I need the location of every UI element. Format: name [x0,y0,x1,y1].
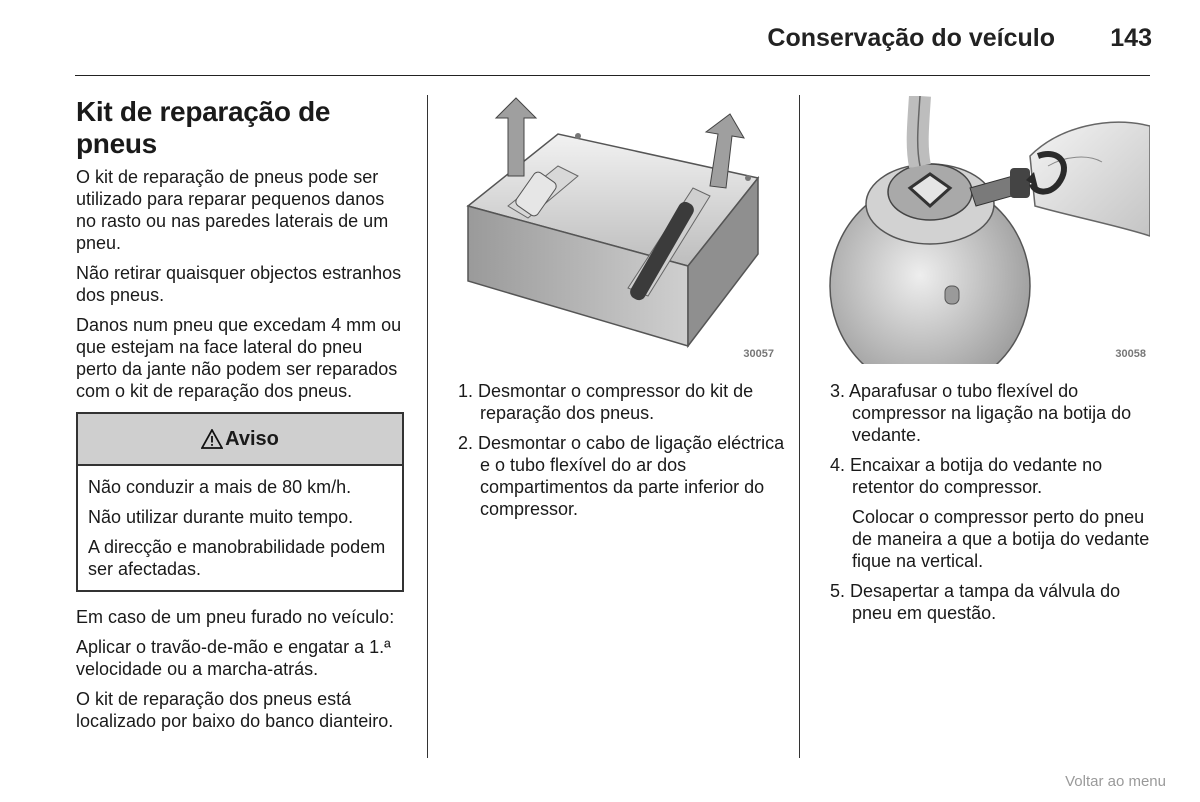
paragraph: Não retirar quaisquer objectos estranhos dos pneus. [76,263,402,305]
warning-body [78,466,402,590]
paragraph: O kit de reparação de pneus pode ser utilizado para reparar pequenos danos no rasto ou nas paredes laterais de um pneu. [76,167,389,253]
column-divider-2 [799,95,800,758]
running-header-title: Conservação do veículo [767,24,1055,52]
paragraph: Em caso de um pneu furado no veículo: [76,607,395,627]
paragraph: Aplicar o travão-de-mão e engatar a 1.ª velocidade ou a marcha-atrás. [76,637,391,679]
section-title: Kit de reparação de pneus [76,96,331,159]
header-rule [75,75,1150,76]
warning-line: A direcção e manobrabilidade podem ser afectadas. [88,537,386,579]
column-divider-1 [427,95,428,758]
compressor-box-illustration [448,96,778,364]
figure-sealant-bottle [820,96,1150,364]
steps-list-col2 [458,380,788,528]
column-1 [76,96,408,740]
paragraph: Danos num pneu que excedam 4 mm ou que estejam na face lateral do pneu perto da jante não podem ser reparados com o kit de reparação dos pneus. [76,315,402,401]
figure-number: 30058 [1115,348,1146,360]
warning-line: Não conduzir a mais de 80 km/h. [88,477,352,497]
paragraph: O kit de reparação dos pneus está localizado por baixo do banco dianteiro. [76,689,394,731]
figure-number: 30057 [743,348,774,360]
page-number: 143 [1110,24,1152,52]
step-item: 1. Desmontar o compressor do kit de reparação dos pneus. [458,381,754,423]
step-subtext: Colocar o compressor perto do pneu de maneira a que a botija do vedante fique na vertical. [852,507,1150,571]
step-text: 4. Encaixar a botija do vedante no retentor do compressor. [830,455,1103,497]
step-item [830,380,1152,446]
steps-list-col3 [830,380,1152,632]
warning-title: Aviso [225,427,279,450]
step-item [830,580,1152,624]
figure-compressor-box [448,96,778,364]
step-item [830,454,1152,572]
warning-header [78,414,402,466]
warning-box [76,412,404,592]
warning-triangle-icon [201,429,223,449]
back-to-menu-link[interactable]: Voltar ao menu [1065,773,1166,790]
warning-line: Não utilizar durante muito tempo. [88,507,354,527]
step-text: 3. Aparafusar o tubo flexível do compressor na ligação na botija do vedante. [830,381,1132,445]
step-item: 2. Desmontar o cabo de ligação eléctrica e o tubo flexível do ar dos compartimentos da parte inferior do compressor. [458,433,785,519]
sealant-bottle-hose-illustration [820,96,1150,364]
step-text: 5. Desapertar a tampa da válvula do pneu em questão. [830,581,1121,623]
